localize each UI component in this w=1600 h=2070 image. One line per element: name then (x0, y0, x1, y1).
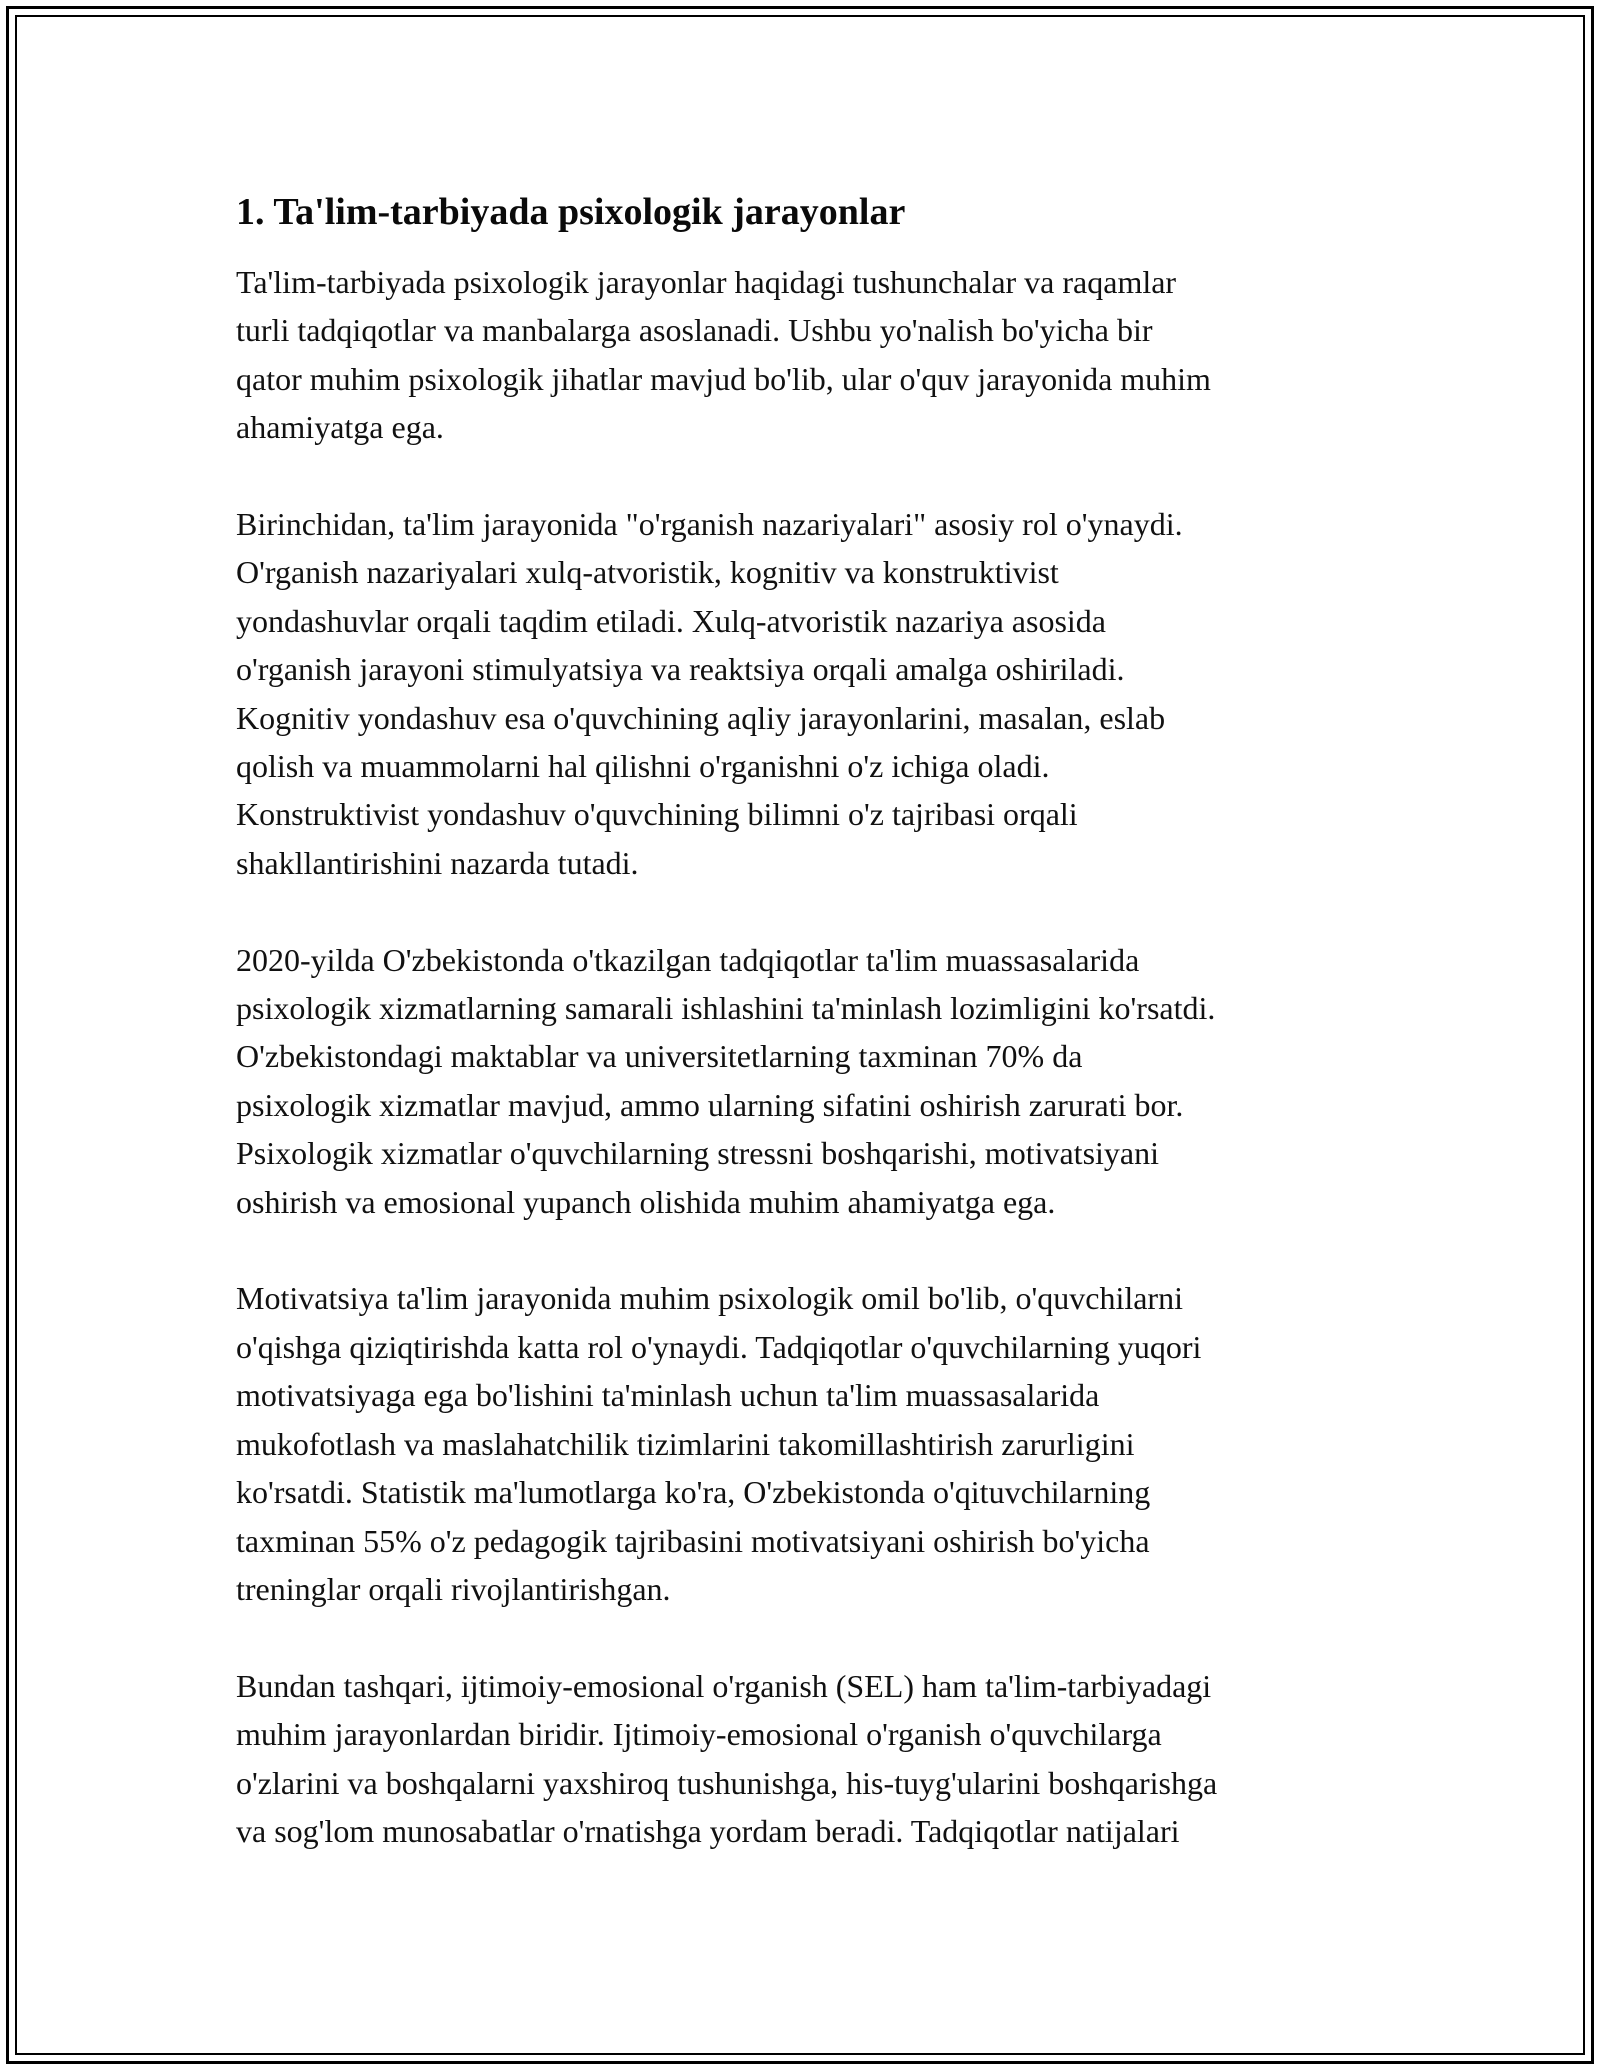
text-line: mukofotlash va maslahatchilik tizimlarini takomillashtirish zarurligini (236, 1425, 1135, 1462)
paragraph-learning-theories (236, 500, 1376, 887)
paragraph-motivation (236, 1274, 1376, 1613)
text-line: O'zbekistondagi maktablar va universitetlarning taxminan 70% da (236, 1038, 1083, 1075)
text-line: turli tadqiqotlar va manbalarga asoslanadi. Ushbu yo'nalish bo'yicha bir (236, 312, 1153, 349)
text-line: Ta'lim-tarbiyada psixologik jarayonlar haqidagi tushunchalar va raqamlar (236, 264, 1177, 300)
text-line: qator muhim psixologik jihatlar mavjud bo'lib, ular o'quv jarayonida muhim (236, 360, 1211, 397)
text-line: Psixologik xizmatlar o'quvchilarning stressni boshqarishi, motivatsiyani (236, 1135, 1159, 1172)
text-line: oshirish va emosional yupanch olishida muhim ahamiyatga ega. (236, 1183, 1056, 1220)
text-line: yondashuvlar orqali taqdim etiladi. Xulq-atvoristik nazariya asosida (236, 602, 1106, 639)
text-line: ko'rsatdi. Statistik ma'lumotlarga ko'ra, O'zbekistonda o'qituvchilarning (236, 1474, 1151, 1511)
text-line: Bundan tashqari, ijtimoiy-emosional o'rganish (SEL) ham ta'lim-tarbiyadagi (236, 1667, 1212, 1704)
text-line: Birinchidan, ta'lim jarayonida "o'rganish nazariyalari" asosiy rol o'ynaydi. (236, 506, 1183, 543)
text-line: Konstruktivist yondashuv o'quvchining bilimni o'z tajribasi orqali (236, 796, 1078, 833)
paragraph-research-2020 (236, 936, 1376, 1226)
paragraph-intro (236, 258, 1376, 452)
text-line: muhim jarayonlardan biridir. Ijtimoiy-emosional o'rganish o'quvchilarga (236, 1716, 1162, 1753)
text-line: taxminan 55% o'z pedagogik tajribasini motivatsiyani oshirish bo'yicha (236, 1522, 1150, 1559)
text-line: Motivatsiya ta'lim jarayonida muhim psixologik omil bo'lib, o'quvchilarni (236, 1280, 1183, 1317)
text-line: psixologik xizmatlar mavjud, ammo ularning sifatini oshirish zarurati bor. (236, 1086, 1184, 1123)
text-line: treninglar orqali rivojlantirishgan. (236, 1570, 671, 1607)
text-line: va sog'lom munosabatlar o'rnatishga yordam beradi. Tadqiqotlar natijalari (236, 1812, 1180, 1849)
text-line: qolish va muammolarni hal qilishni o'rganishni o'z ichiga oladi. (236, 748, 1050, 785)
text-line: o'zlarini va boshqalarni yaxshiroq tushunishga, his-tuyg'ularini boshqarishga (236, 1764, 1218, 1801)
text-line: ahamiyatga ega. (236, 409, 444, 446)
text-line: o'rganish jarayoni stimulyatsiya va reaktsiya orqali amalga oshiriladi. (236, 651, 1125, 688)
text-line: shakllantirishini nazarda tutadi. (236, 844, 639, 881)
text-line: psixologik xizmatlarning samarali ishlashini ta'minlash lozimligini ko'rsatdi. (236, 990, 1216, 1027)
text-line: Kognitiv yondashuv esa o'quvchining aqliy jarayonlarini, masalan, eslab (236, 699, 1166, 736)
text-line: 2020-yilda O'zbekistonda o'tkazilgan tadqiqotlar ta'lim muassasalarida (236, 941, 1140, 978)
document-body (236, 188, 1376, 1904)
paragraph-sel (236, 1662, 1376, 1856)
section-heading: 1. Ta'lim-tarbiyada psixologik jarayonlar (236, 191, 906, 233)
text-line: motivatsiyaga ega bo'lishini ta'minlash uchun ta'lim muassasalarida (236, 1377, 1100, 1414)
text-line: o'qishga qiziqtirishda katta rol o'ynaydi. Tadqiqotlar o'quvchilarning yuqori (236, 1328, 1202, 1365)
text-line: O'rganish nazariyalari xulq-atvoristik, kognitiv va konstruktivist (236, 554, 1059, 591)
